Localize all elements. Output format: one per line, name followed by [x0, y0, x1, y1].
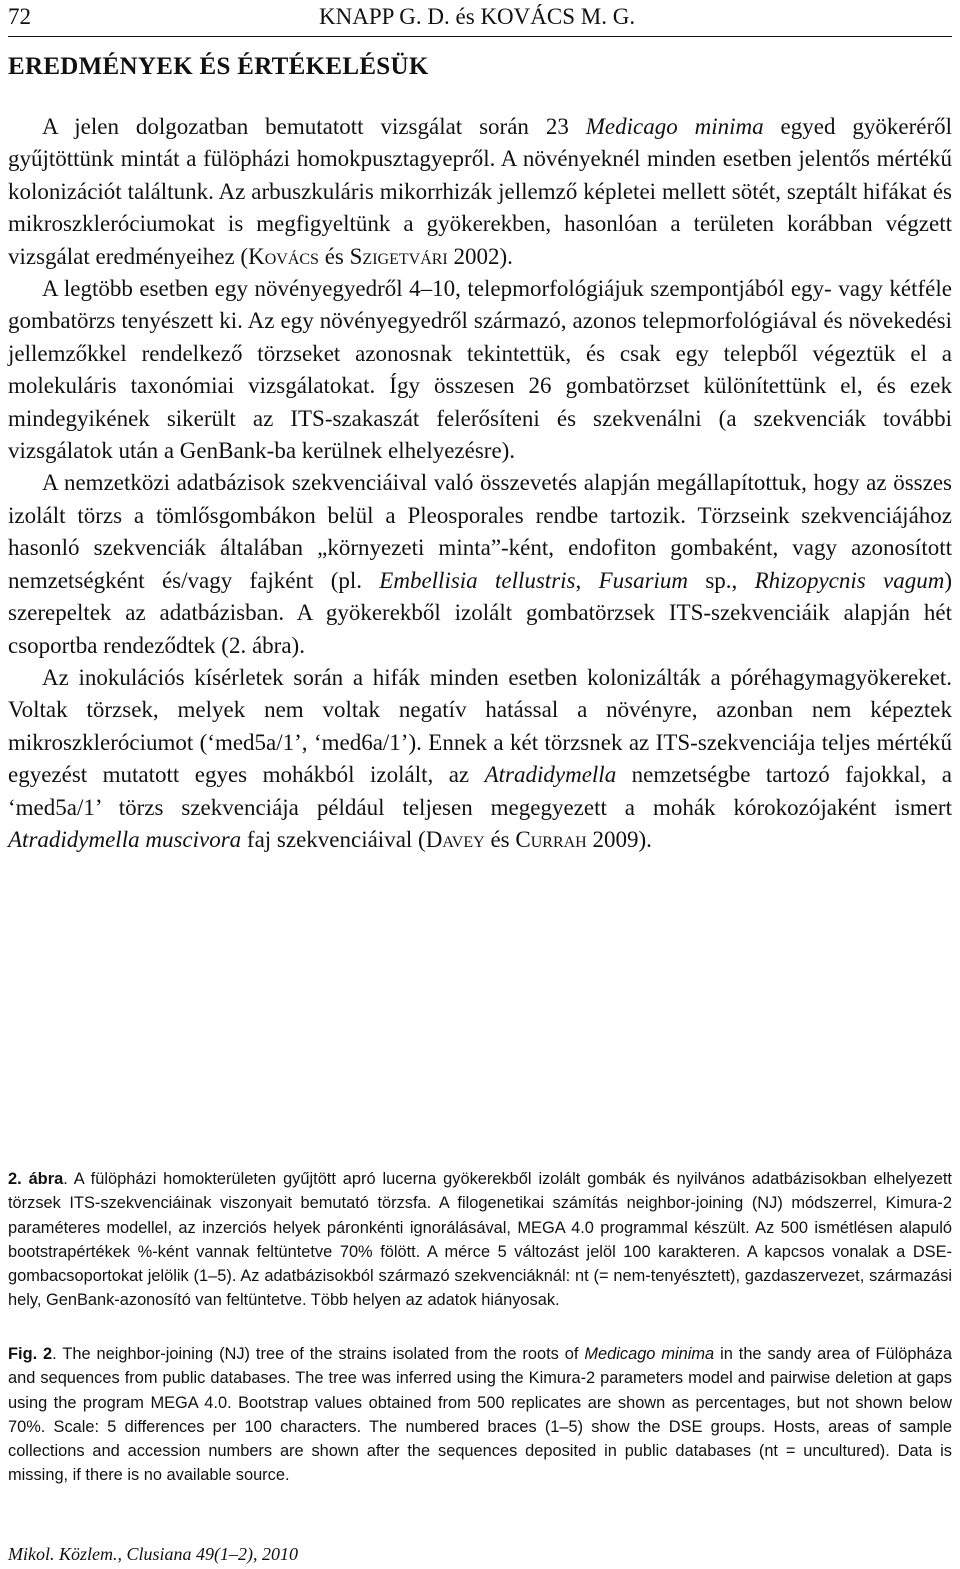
text-span: ,: [575, 567, 599, 593]
caption-text: . A fülöpházi homokterületen gyűjtött apró lucerna gyökerekből izolált gombák és nyilvános adatbázisokban elhelyezett törzsek ITS-szekvenciáinak viszonyait bemutató törzsfa. A filogenetikai számítás neighbor-joining (NJ) módszerrel, Kimura-2 paraméteres modellel, az inzerciós helyek páronkénti ignorálásával, MEGA 4.0 programmal készült. Az 500 ismétlésen alapuló bootstrapértékek %-ként vannak feltüntetve 70% fölött. A mérce 5 változást jelöl 100 karakteren. A kapcsos vonalak a DSE-gombacsoportokat jelölik (1–5). Az adatbázisokból származó szekvenciáknál: nt (= nem-tenyésztett), gazdaszervezet, származási hely, GenBank-azonosító van feltüntetve. Több helyen az adatok hiányosak.: [8, 1170, 952, 1310]
paragraph-1: [8, 111, 952, 273]
citation-author: Davey: [425, 826, 485, 852]
citation-author: Kovács: [248, 243, 319, 269]
text-span: faj szekvenciáival (: [241, 826, 426, 852]
paragraph-4: [8, 662, 952, 856]
figure-caption-english: [8, 1342, 952, 1488]
paragraph-3: [8, 467, 952, 661]
text-span: 2009).: [586, 826, 652, 852]
journal-footer: Mikol. Közlem., Clusiana 49(1–2), 2010: [8, 1544, 298, 1564]
figure-label: Fig. 2: [8, 1345, 53, 1363]
citation-author: Szigetvári: [349, 243, 448, 269]
citation-author: Currah: [515, 826, 587, 852]
species-name: Fusarium: [598, 567, 689, 593]
text-span: A jelen dolgozatban bemutatott vizsgálat során 23: [42, 114, 586, 139]
text-span: Az inokulációs kísérletek során a hifák minden esetben kolonizálták a póréhagymagyökereket. Voltak törzsek, melyek nem voltak negatív hatással a növényre, azonban nem képeztek mikroszkleróciumot (‘med5a/1’, ‘med6a/1’). Ennek a két törzsnek az ITS-szekvenciája teljes mértékű egyezést mutatott egyes mohákból izolált, az: [8, 664, 952, 788]
species-name: Atradidymella muscivora: [8, 826, 242, 852]
caption-text: . The neighbor-joining (NJ) tree of the strains isolated from the roots of: [52, 1345, 585, 1363]
species-name: Medicago minima: [584, 1345, 715, 1363]
running-header: [8, 0, 952, 37]
figure-caption-hungarian: [8, 1167, 952, 1313]
paragraph-2: A legtöbb esetben egy növényegyedről 4–10, telepmorfológiájuk szempontjából egy- vagy kétféle gombatörzs tenyészett ki. Az egy növényegyedről származó, azonos telepmorfológiával és növekedési jellemzőkkel rendelkező törzseket azonosnak tekintettük, és csak egy telepből végeztük el a molekuláris taxonómiai vizsgálatokat. Így összesen 26 gombatörzset különítettünk el, és ezek mindegyikének sikerült az ITS-szakaszát felerősíteni és szekvenálni (a szekvenciák további vizsgálatok után a GenBank-ba kerülnek elhelyezésre).: [8, 276, 952, 464]
text-span: egyed gyökeréről gyűjtöttünk mintát a fülöpházi homokpusztagyepről. A növényeknél minden esetben jelentős mértékű kolonizációt találtunk. Az arbuszkuláris mikorrhizák jellemző képletei mellett sötét, szeptált hifákat és mikroszkleróciumokat is megfigyeltünk a gyökerekben, hasonlóan a területen korábban végzett vizsgálat eredményeihez (: [8, 114, 953, 269]
species-name: Medicago minima: [585, 114, 764, 139]
text-span: 2002).: [447, 243, 513, 269]
text-span: és: [318, 243, 350, 269]
species-name: Embellisia tellustris: [379, 567, 576, 593]
genus-name: Atradidymella: [484, 762, 617, 788]
page-number: 72: [8, 4, 31, 29]
caption-text: in the sandy area of Fülöpháza and sequences from public databases. The tree was inferred using the Kimura-2 parameters model and pairwise deletion at gaps using the program MEGA 4.0. Bootstrap values obtained from 500 replicates are shown as percentages, but not shown below 70%. Scale: 5 differences per 100 characters. The numbered braces (1–5) show the DSE groups. Hosts, areas of sample collections and accession numbers are shown after the sequences deposited in public databases (nt = uncultured). Data is missing, if there is no available source.: [8, 1345, 952, 1485]
text-span: és: [484, 826, 516, 852]
running-header-authors: KNAPP G. D. és KOVÁCS M. G.: [319, 4, 636, 29]
species-name: Rhizopycnis vagum: [754, 567, 945, 593]
body-text: [8, 111, 952, 856]
text-span: nemzetségbe tartozó fajokkal, a ‘med5a/1’ törzs szekvenciája például teljesen megegyezett a mohák kórokozójaként ismert: [8, 762, 952, 820]
section-title: EREDMÉNYEK ÉS ÉRTÉKELÉSÜK: [8, 53, 429, 80]
text-span: A nemzetközi adatbázisok szekvenciáival való összevetés alapján megállapítottuk, hogy az összes izolált törzs a tömlősgombákon belül a Pleosporales rendbe tartozik. Törzseink szekvenciájához hasonló szekvenciák általában „környezeti minta”-ként, endofiton gombaként, vagy azonosított nemzetségként és/vagy fajként (pl.: [8, 470, 952, 593]
text-span: ) szerepeltek az adatbázisban. A gyökerekből izolált gombatörzsek ITS-szekvenciáik alapján hét csoportba rendeződtek (2. ábra).: [8, 567, 953, 658]
figure-label: 2. ábra: [8, 1170, 64, 1188]
text-span: sp.,: [688, 567, 755, 593]
